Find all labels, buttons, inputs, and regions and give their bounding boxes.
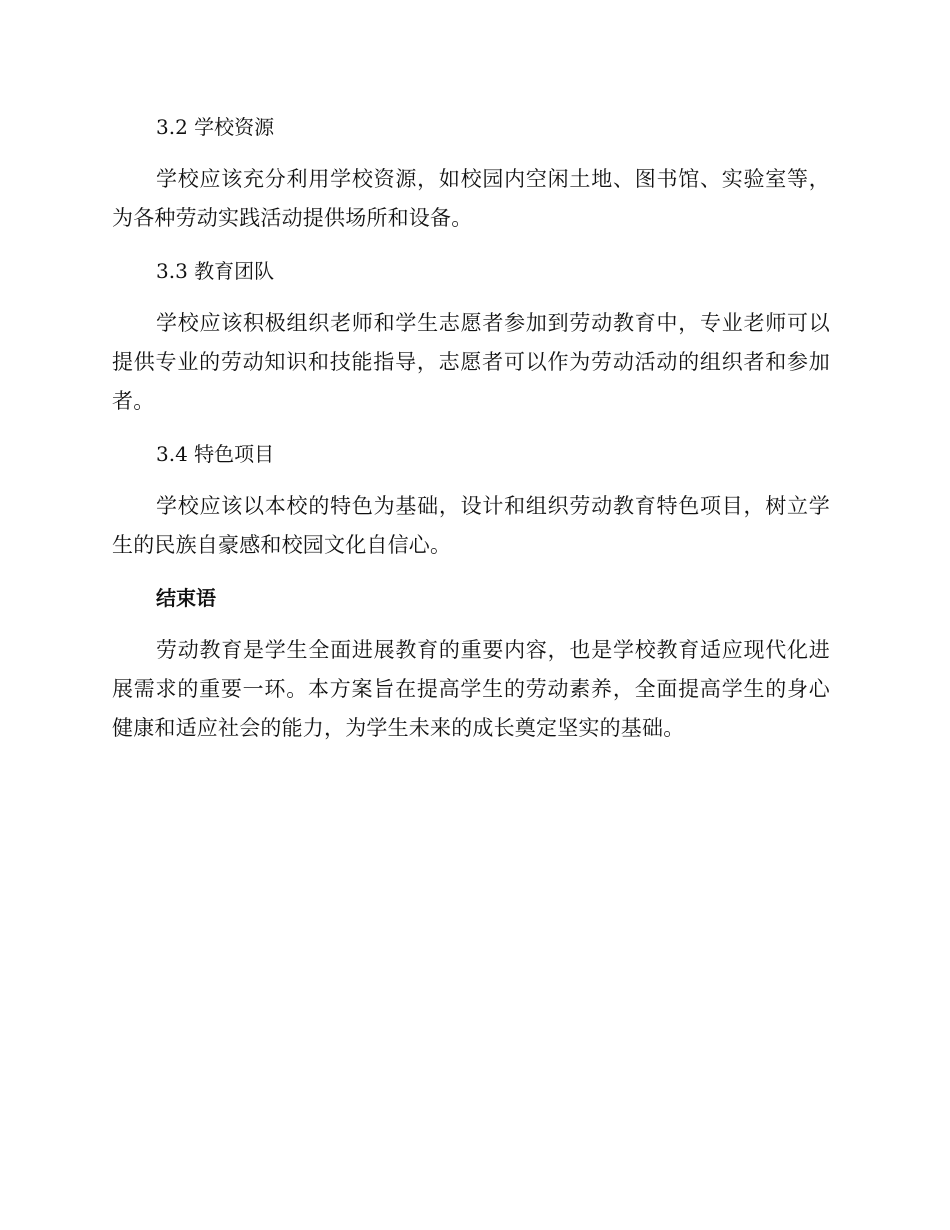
conclusion-paragraph: 劳动教育是学生全面进展教育的重要内容，也是学校教育适应现代化进展需求的重要一环。本方案旨在提高学生的劳动素养，全面提高学生的身心健康和适应社会的能力，为学生未来的成长奠定坚实的基础。	[112, 638, 830, 740]
section-heading-school-resources: 3.2 学校资源	[156, 115, 275, 139]
document-body	[112, 108, 830, 762]
conclusion-heading: 结束语	[156, 586, 216, 610]
section-paragraph-school-resources: 学校应该充分利用学校资源，如校园内空闲土地、图书馆、实验室等，为各种劳动实践活动提供场所和设备。	[112, 167, 830, 230]
section-heading-featured-projects: 3.4 特色项目	[156, 442, 275, 466]
section-paragraph-featured-projects: 学校应该以本校的特色为基础，设计和组织劳动教育特色项目，树立学生的民族自豪感和校园文化自信心。	[112, 494, 830, 557]
section-heading-education-team: 3.3 教育团队	[156, 259, 275, 283]
section-paragraph-education-team: 学校应该积极组织老师和学生志愿者参加到劳动教育中，专业老师可以提供专业的劳动知识和技能指导，志愿者可以作为劳动活动的组织者和参加者。	[112, 311, 830, 413]
